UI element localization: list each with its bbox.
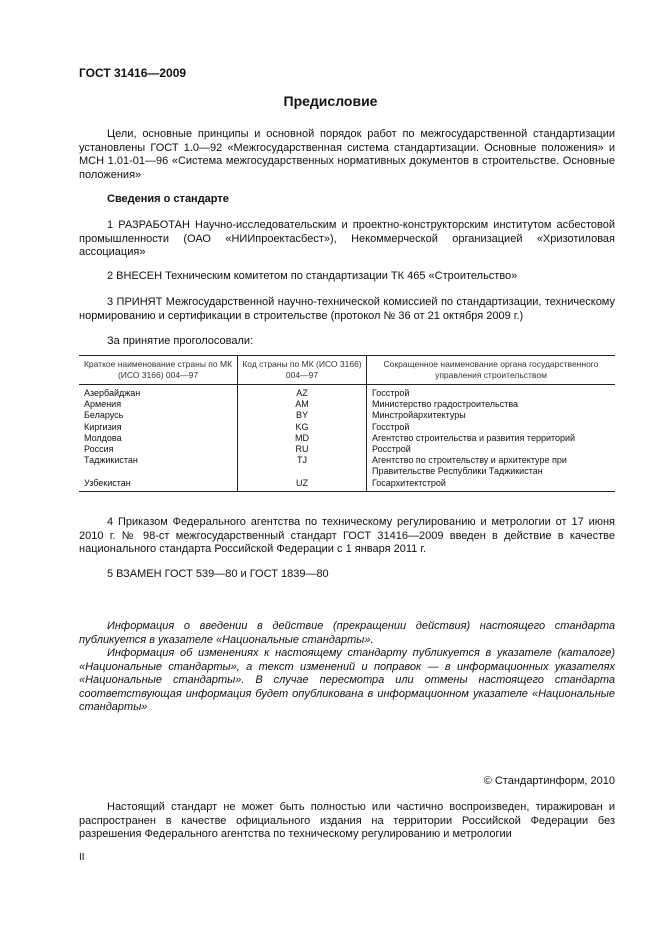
column-header-body: Сокращенное наименование органа государственного управления строительством	[367, 356, 616, 385]
table-header-row	[79, 356, 615, 385]
cell-country: Азербайджан	[84, 388, 141, 398]
page-title: Предисловие	[283, 93, 378, 109]
table-row	[79, 478, 615, 492]
item-4-enacted: 4 Приказом Федерального агентства по техническому регулированию и метрологии от 17 июня 2010 г. № 98-ст межгосударственный стандарт ГОСТ 31416—2009 введен в действие в качестве национального стандарта Российской Федерации с 1 января 2011 г.	[79, 516, 615, 555]
vote-label: За принятие проголосовали:	[107, 335, 254, 347]
reproduction-notice: Настоящий стандарт не может быть полностью или частично воспроизведен, тиражирован и распространен в качестве официального издания на территории Российской Федерации без разрешения Федерального агентства по техническому регулированию и метрологии	[79, 801, 615, 840]
cell-body: Минстройархитектуры	[367, 410, 616, 421]
cell-country: Беларусь	[84, 410, 124, 421]
item-5-replaces: 5 ВЗАМЕН ГОСТ 539—80 и ГОСТ 1839—80	[107, 568, 329, 580]
cell-body: Агентство строительства и развития территорий	[367, 433, 616, 444]
section-heading: Сведения о стандарте	[107, 193, 229, 205]
voting-table	[79, 355, 615, 492]
item-3-adopted: 3 ПРИНЯТ Межгосударственной научно-технической комиссией по стандартизации, техническому нормированию и сертификации в строительстве (протокол № 36 от 21 октября 2009 г.)	[79, 296, 615, 322]
cell-code: UZ	[238, 478, 367, 492]
cell-country: Россия	[84, 444, 114, 455]
cell-code: RU	[238, 444, 367, 455]
table-row	[79, 455, 615, 477]
intro-paragraph: Цели, основные принципы и основной порядок работ по межгосударственной стандартизации установлены ГОСТ 1.0—92 «Межгосударственная система стандартизации. Основные положения» и МСН 1.01-01—96 «Система межгосударственных нормативных документов в строительстве. Основные положения»	[79, 128, 615, 181]
column-header-country: Краткое наименование страны по МК (ИСО 3166) 004—97	[79, 356, 238, 385]
cell-country: Киргизия	[84, 421, 122, 432]
cell-country: Таджикистан	[84, 455, 138, 466]
item-1-developed: 1 РАЗРАБОТАН Научно-исследовательским и проектно-конструкторским институтом асбестовой промышленности (ОАО «НИИпроектасбест»), Некоммерческой организацией «Хризотиловая ассоциация»	[79, 219, 615, 258]
cell-code: MD	[238, 433, 367, 444]
table-row	[79, 444, 615, 455]
table-row	[79, 399, 615, 410]
cell-country: Молдова	[84, 432, 122, 443]
cell-body: Госстрой	[367, 422, 616, 433]
cell-body: Госстрой	[367, 385, 616, 400]
table-row	[79, 422, 615, 433]
table-row	[79, 385, 615, 400]
document-header-id: ГОСТ 31416—2009	[79, 66, 187, 80]
copyright-notice: © Стандартинформ, 2010	[483, 775, 615, 787]
info-paragraph-2: Информация об изменениях к настоящему стандарту публикуется в указателе (каталоге) «Национальные стандарты», а текст изменений и поправок — в информационных указателях «Национальные стандарты». В случае пересмотра или отмены настоящего стандарта соответствующая информация будет опубликована в информационном указателе «Национальные стандарты»	[79, 647, 615, 713]
cell-code: BY	[238, 410, 367, 421]
cell-body: Росстрой	[367, 444, 616, 455]
item-2-submitted: 2 ВНЕСЕН Техническим комитетом по стандартизации ТК 465 «Строительство»	[107, 270, 518, 282]
cell-code: AM	[238, 399, 367, 410]
cell-code: AZ	[238, 385, 367, 400]
cell-country: Армения	[84, 399, 122, 410]
info-paragraph-1: Информация о введении в действие (прекращении действия) настоящего стандарта публикуется в указателе «Национальные стандарты».	[79, 620, 615, 646]
cell-body: Госархитектстрой	[367, 478, 616, 492]
cell-country: Узбекистан	[79, 478, 238, 492]
table-row	[79, 410, 615, 421]
cell-code: KG	[238, 422, 367, 433]
cell-body: Министерство градостроительства	[367, 399, 616, 410]
table-row	[79, 433, 615, 444]
cell-code: TJ	[238, 455, 367, 477]
column-header-code: Код страны по МК (ИСО 3166) 004—97	[238, 356, 367, 385]
cell-body: Агентство по строительству и архитектуре при Правительстве Республики Таджикистан	[367, 455, 616, 477]
page-number: II	[79, 852, 85, 863]
